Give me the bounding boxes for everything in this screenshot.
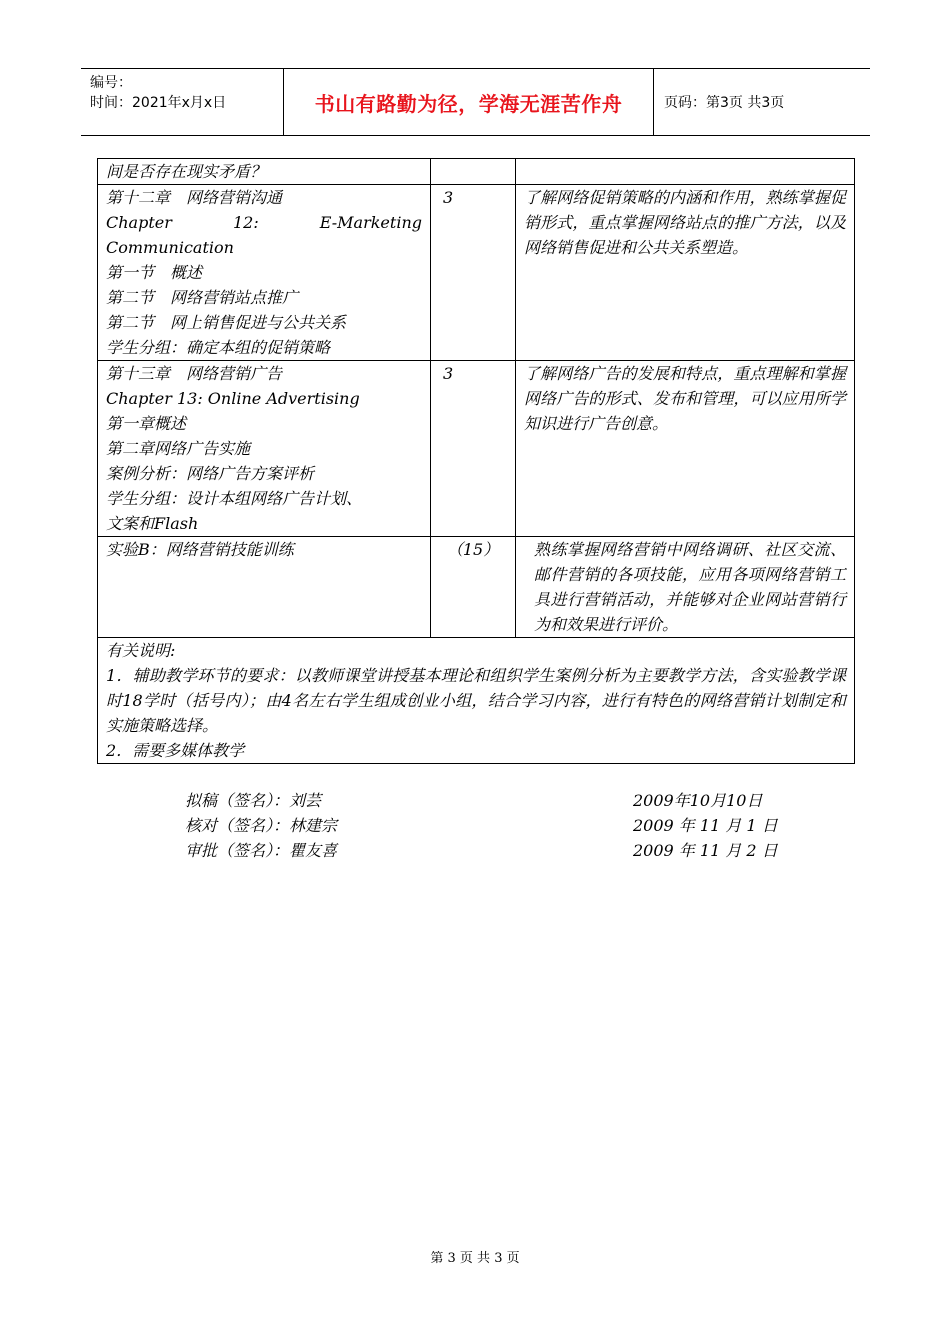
signature-label: 审批（签名）：瞿友喜	[185, 841, 338, 860]
goal-cell: 熟练掌握网络营销中网络调研、社区交流、邮件营销的各项技能，应用各项网络营销工具进行营销活动，并能够对企业网站营销行为和效果进行评价。	[516, 537, 855, 638]
table-row	[98, 361, 855, 537]
signature-label: 拟稿（签名）：刘芸	[185, 791, 322, 810]
syllabus-table	[97, 158, 855, 764]
notes-title: 有关说明:	[106, 641, 176, 660]
table-row	[98, 185, 855, 361]
time-label: 时间：2021年x月x日	[90, 95, 227, 111]
signature-label: 核对（签名）：林建宗	[185, 816, 338, 835]
goal-cell: 了解网络广告的发展和特点，重点理解和掌握网络广告的形式、发布和管理，可以应用所学知识进行广告创意。	[516, 361, 855, 537]
goal-cell	[516, 159, 855, 185]
hours-cell: 3	[431, 185, 516, 361]
content-cell: 实验B：网络营销技能训练	[98, 537, 431, 638]
signature-block	[185, 788, 825, 863]
page-header	[81, 68, 870, 136]
notes-item-1: 1．辅助教学环节的要求：以教师课堂讲授基本理论和组织学生案例分析为主要教学方法，含实验教学课时18学时（括号内）；由4名左右学生组成创业小组，结合学习内容，进行有特色的网络营销计划制定和实施策略选择。	[106, 666, 846, 735]
signature-date: 2009 年 11 月 2 日	[633, 841, 778, 860]
hours-cell: 3	[431, 361, 516, 537]
motto: 书山有路勤为径，学海无涯苦作舟	[283, 69, 654, 135]
hours-cell	[431, 159, 516, 185]
content-cell: 第十二章 网络营销沟通 Chapter 12: E-Marketing Communication 第一节 概述 第二节 网络营销站点推广 第二节 网上销售促进与公共关系 学生分组：确定本组的促销策略	[98, 185, 431, 361]
signature-date: 2009年10月10日	[633, 791, 763, 810]
content-cell: 间是否存在现实矛盾？	[98, 159, 431, 185]
notes-item-2: 2．需要多媒体教学	[106, 741, 245, 760]
notes-cell	[98, 638, 855, 764]
hours-cell: （15）	[431, 537, 516, 638]
header-left	[81, 69, 283, 135]
content-cell: 第十三章 网络营销广告 Chapter 13: Online Advertising 第一章概述 第二章网络广告实施 案例分析：网络广告方案评析 学生分组：设计本组网络广告计划、 文案和Flash	[98, 361, 431, 537]
number-label: 编号：	[90, 75, 132, 91]
table-row	[98, 159, 855, 185]
signature-row	[185, 838, 825, 863]
page-footer: 第 3 页 共 3 页	[430, 1251, 520, 1266]
table-row	[98, 537, 855, 638]
signature-row	[185, 788, 825, 813]
page-info: 页码：第3页 共3页	[664, 95, 785, 111]
goal-cell: 了解网络促销策略的内涵和作用，熟练掌握促销形式，重点掌握网络站点的推广方法，以及网络销售促进和公共关系塑造。	[516, 185, 855, 361]
notes-row	[98, 638, 855, 764]
signature-date: 2009 年 11 月 1 日	[633, 816, 778, 835]
signature-row	[185, 813, 825, 838]
